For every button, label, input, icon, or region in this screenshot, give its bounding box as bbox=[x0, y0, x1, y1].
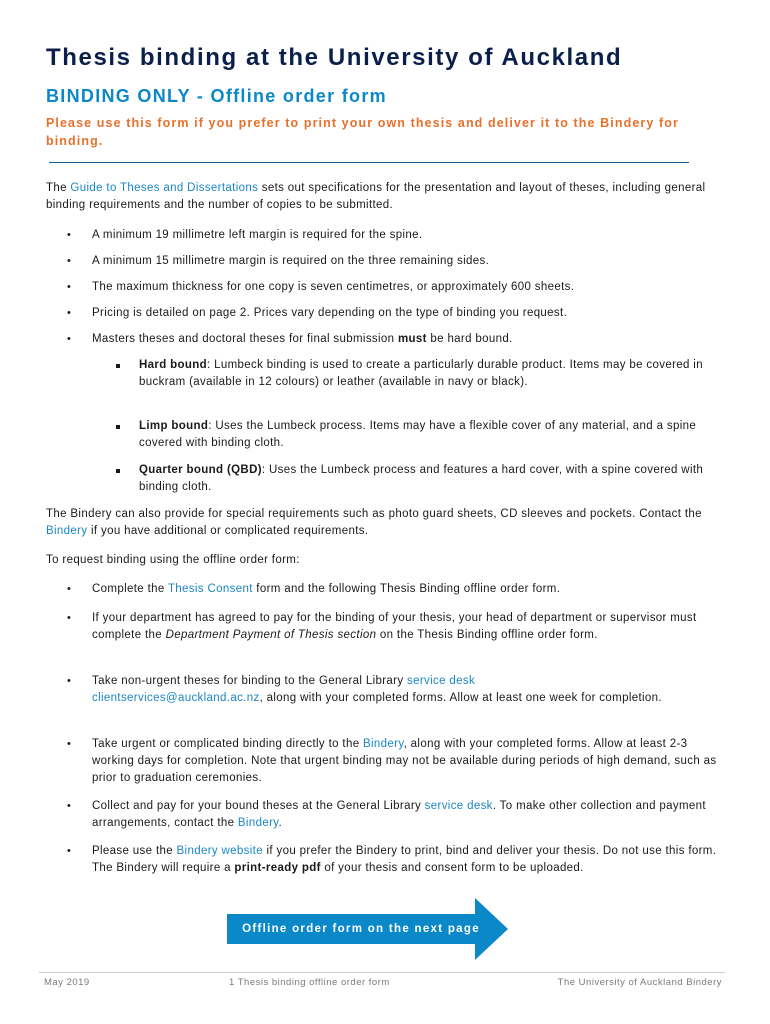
bullet-icon: • bbox=[67, 612, 71, 624]
service-desk-link[interactable]: service desk bbox=[424, 800, 493, 812]
step-item: Collect and pay for your bound theses at the General Library service desk. To make other collection and payment arrangements, contact the Bindery. bbox=[92, 800, 706, 829]
header-divider bbox=[49, 162, 689, 163]
footer-date: May 2019 bbox=[44, 977, 90, 988]
binding-type-limp: Limp bound: Uses the Lumbeck process. Items may have a flexible cover of any material, and a spine covered with binding cloth. bbox=[139, 420, 697, 449]
bindery-link[interactable]: Bindery bbox=[363, 738, 404, 750]
masters-requirement: Masters theses and doctoral theses for final submission must be hard bound. bbox=[92, 333, 513, 345]
orange-notice: Please use this form if you prefer to print your own thesis and deliver it to the Bindery for binding. bbox=[46, 116, 679, 148]
bindery-link[interactable]: Bindery bbox=[237, 817, 279, 829]
clientservices-email-link[interactable]: clientservices@auckland.ac.nz bbox=[92, 692, 260, 704]
bindery-link[interactable]: Bindery bbox=[46, 525, 88, 537]
bullet-icon: • bbox=[67, 307, 71, 319]
bindery-website-link[interactable]: Bindery website bbox=[176, 845, 263, 857]
step-item: Complete the Thesis Consent form and the following Thesis Binding offline order form. bbox=[92, 583, 561, 595]
step-item: If your department has agreed to pay for the binding of your thesis, your head of department or supervisor must complete the Department Payment of Thesis section on the Thesis Binding offline order form. bbox=[92, 612, 697, 641]
bullet-icon: • bbox=[67, 229, 71, 241]
page-subtitle: BINDING ONLY - Offline order form bbox=[46, 86, 387, 106]
square-bullet-icon bbox=[116, 425, 120, 429]
special-requirements-paragraph: The Bindery can also provide for special requirements such as photo guard sheets, CD sleeves and pockets. Contact the Bindery if you have additional or complicated requirements. bbox=[46, 508, 702, 537]
step-item: Take urgent or complicated binding directly to the Bindery, along with your completed forms. Allow at least 2-3 working days for completion. Note that urgent binding may not be available during periods of high demand, such as prior to graduation ceremonies. bbox=[92, 738, 717, 784]
binding-type-quarter: Quarter bound (QBD): Uses the Lumbeck process and features a hard cover, with a spine covered with binding cloth. bbox=[139, 464, 704, 493]
service-desk-link[interactable]: service desk bbox=[407, 675, 476, 687]
bullet-icon: • bbox=[67, 675, 71, 687]
bullet-icon: • bbox=[67, 255, 71, 267]
bullet-icon: • bbox=[67, 738, 71, 750]
requirement-item: A minimum 19 millimetre left margin is required for the spine. bbox=[92, 229, 423, 241]
square-bullet-icon bbox=[116, 469, 120, 473]
footer-divider bbox=[39, 972, 725, 973]
page-title: Thesis binding at the University of Auckland bbox=[46, 44, 623, 71]
request-intro: To request binding using the offline order form: bbox=[46, 554, 300, 566]
next-page-callout: Offline order form on the next page bbox=[242, 923, 480, 935]
bullet-icon: • bbox=[67, 333, 71, 345]
requirement-item: Pricing is detailed on page 2. Prices vary depending on the type of binding you request. bbox=[92, 307, 568, 319]
bullet-icon: • bbox=[67, 800, 71, 812]
thesis-consent-link[interactable]: Thesis Consent bbox=[167, 583, 253, 595]
bullet-icon: • bbox=[67, 281, 71, 293]
step-item: Take non-urgent theses for binding to the General Library service desk clientservices@auckland.ac.nz, along with your completed forms. Allow at least one week for completion. bbox=[92, 675, 662, 704]
footer-page-title: 1 Thesis binding offline order form bbox=[229, 977, 390, 988]
requirement-item: The maximum thickness for one copy is seven centimetres, or approximately 600 sheets. bbox=[92, 281, 575, 293]
guide-link[interactable]: Guide to Theses and Dissertations bbox=[70, 182, 259, 194]
step-item: Please use the Bindery website if you prefer the Bindery to print, bind and deliver your thesis. Do not use this form. The Bindery will require a print-ready pdf of your thesis and consent form to be uploaded. bbox=[92, 845, 717, 874]
footer-org: The University of Auckland Bindery bbox=[557, 977, 722, 988]
intro-paragraph: The Guide to Theses and Dissertations sets out specifications for the presentation and layout of theses, including general binding requirements and the number of copies to be submitted. bbox=[46, 182, 706, 211]
square-bullet-icon bbox=[116, 364, 120, 368]
bullet-icon: • bbox=[67, 845, 71, 857]
requirement-item: A minimum 15 millimetre margin is required on the three remaining sides. bbox=[92, 255, 490, 267]
binding-type-hard: Hard bound: Lumbeck binding is used to create a particularly durable product. Items may be covered in buckram (available in 12 colours) or leather (available in navy or black). bbox=[139, 359, 703, 388]
bullet-icon: • bbox=[67, 583, 71, 595]
